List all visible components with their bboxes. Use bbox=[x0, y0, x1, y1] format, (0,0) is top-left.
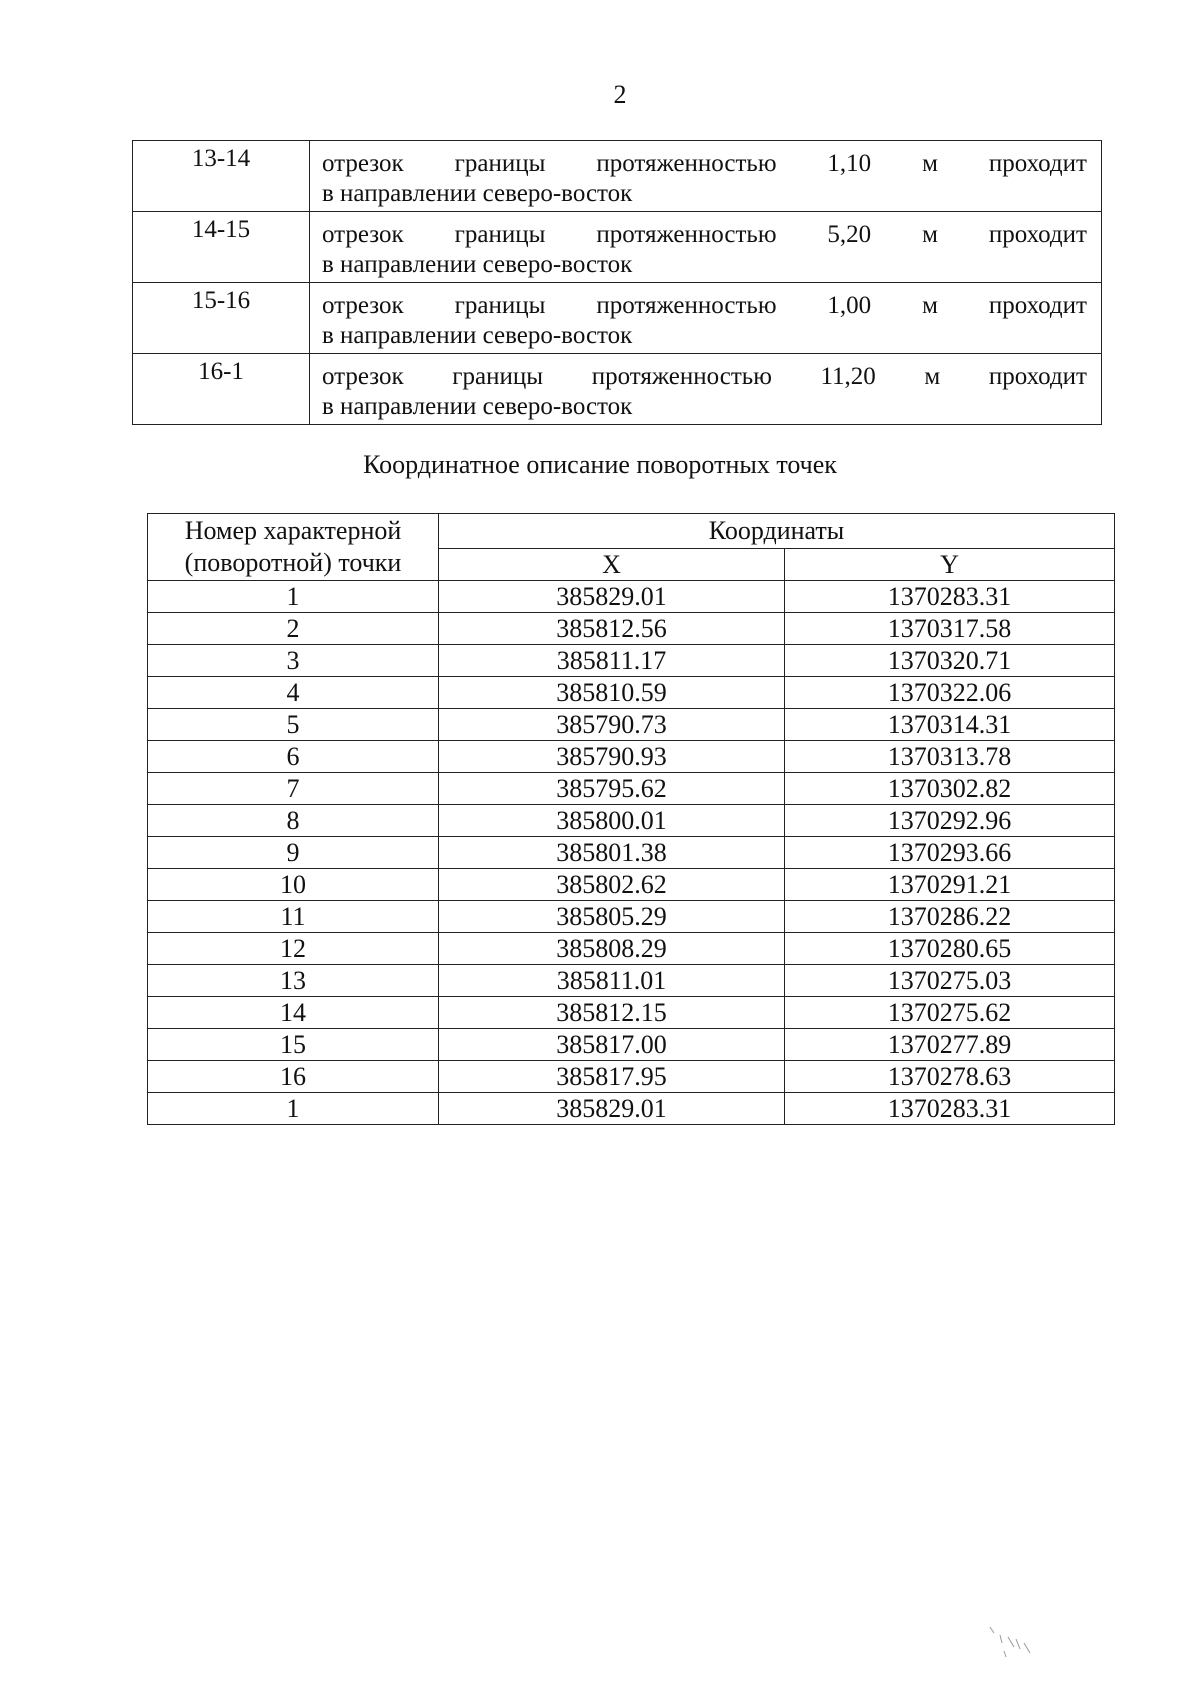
segment-direction: в направлении северо-восток bbox=[322, 322, 633, 349]
segment-description bbox=[310, 354, 1102, 425]
coordinate-row bbox=[148, 901, 1115, 933]
coordinate-x: 385817.95 bbox=[439, 1061, 785, 1093]
segment-word: отрезок bbox=[322, 150, 404, 177]
segment-row bbox=[133, 212, 1102, 283]
coordinate-y: 1370314.31 bbox=[785, 709, 1115, 741]
point-number: 1 bbox=[148, 1093, 439, 1125]
coordinate-x: 385812.15 bbox=[439, 997, 785, 1029]
coordinate-row bbox=[148, 965, 1115, 997]
segment-length: 5,20 bbox=[827, 221, 872, 248]
point-number: 2 bbox=[148, 613, 439, 645]
coordinate-x: 385811.17 bbox=[439, 645, 785, 677]
segment-word: протяженностью bbox=[596, 292, 777, 319]
segment-word: отрезок bbox=[322, 292, 404, 319]
segment-word: границы bbox=[454, 150, 546, 177]
coordinate-y: 1370283.31 bbox=[785, 1093, 1115, 1125]
segment-word: отрезок bbox=[322, 363, 404, 390]
segment-id: 16-1 bbox=[133, 354, 310, 425]
point-number: 14 bbox=[148, 997, 439, 1029]
coordinate-y: 1370322.06 bbox=[785, 677, 1115, 709]
segment-direction: в направлении северо-восток bbox=[322, 180, 633, 207]
segment-unit: м bbox=[922, 221, 938, 248]
coordinate-x: 385801.38 bbox=[439, 837, 785, 869]
coordinate-y: 1370293.66 bbox=[785, 837, 1115, 869]
coordinate-x: 385790.93 bbox=[439, 741, 785, 773]
point-number: 3 bbox=[148, 645, 439, 677]
point-number: 13 bbox=[148, 965, 439, 997]
segment-direction: в направлении северо-восток bbox=[322, 393, 633, 420]
segment-verb: проходит bbox=[988, 292, 1087, 319]
segment-length: 1,10 bbox=[827, 150, 872, 177]
coordinate-y: 1370302.82 bbox=[785, 773, 1115, 805]
segment-verb: проходит bbox=[988, 363, 1087, 390]
point-number: 8 bbox=[148, 805, 439, 837]
coordinate-row bbox=[148, 1093, 1115, 1125]
coordinate-y: 1370280.65 bbox=[785, 933, 1115, 965]
coordinates-table bbox=[147, 513, 1115, 1125]
coordinate-row bbox=[148, 1061, 1115, 1093]
point-number: 1 bbox=[148, 581, 439, 613]
segments-table-body bbox=[133, 141, 1102, 425]
section-title: Координатное описание поворотных точек bbox=[363, 450, 837, 479]
segment-row bbox=[133, 141, 1102, 212]
point-number-header-line: (поворотной) точки bbox=[184, 548, 402, 577]
segment-length: 11,20 bbox=[820, 363, 876, 390]
coordinate-row bbox=[148, 933, 1115, 965]
coordinate-x: 385790.73 bbox=[439, 709, 785, 741]
segment-word: границы bbox=[452, 363, 544, 390]
coordinate-y: 1370275.03 bbox=[785, 965, 1115, 997]
scan-artifact-marks bbox=[980, 1625, 1040, 1665]
header-row bbox=[148, 514, 1115, 549]
segment-verb: проходит bbox=[988, 221, 1087, 248]
coordinate-x: 385802.62 bbox=[439, 869, 785, 901]
y-header: Y bbox=[785, 549, 1115, 581]
coordinate-y: 1370278.63 bbox=[785, 1061, 1115, 1093]
coordinates-table-body bbox=[148, 581, 1115, 1125]
coordinate-y: 1370286.22 bbox=[785, 901, 1115, 933]
point-number: 5 bbox=[148, 709, 439, 741]
segment-id: 13-14 bbox=[133, 141, 310, 212]
coordinate-y: 1370292.96 bbox=[785, 805, 1115, 837]
segment-id: 14-15 bbox=[133, 212, 310, 283]
coordinate-y: 1370283.31 bbox=[785, 581, 1115, 613]
point-number-header-line: Номер характерной bbox=[184, 516, 402, 545]
coordinate-x: 385812.56 bbox=[439, 613, 785, 645]
coordinate-y: 1370275.62 bbox=[785, 997, 1115, 1029]
segment-word: границы bbox=[454, 292, 546, 319]
x-header: X bbox=[439, 549, 785, 581]
coordinate-y: 1370317.58 bbox=[785, 613, 1115, 645]
coordinate-y: 1370277.89 bbox=[785, 1029, 1115, 1061]
point-number: 15 bbox=[148, 1029, 439, 1061]
segment-row bbox=[133, 354, 1102, 425]
segment-description bbox=[310, 141, 1102, 212]
segment-unit: м bbox=[922, 150, 938, 177]
coordinate-row bbox=[148, 773, 1115, 805]
coordinate-row bbox=[148, 581, 1115, 613]
coordinate-x: 385808.29 bbox=[439, 933, 785, 965]
segment-word: отрезок bbox=[322, 221, 404, 248]
segment-word: протяженностью bbox=[596, 221, 777, 248]
segment-verb: проходит bbox=[988, 150, 1087, 177]
point-number: 10 bbox=[148, 869, 439, 901]
coordinate-x: 385811.01 bbox=[439, 965, 785, 997]
coordinate-row bbox=[148, 997, 1115, 1029]
coordinate-row bbox=[148, 677, 1115, 709]
segment-word: протяженностью bbox=[591, 363, 772, 390]
segment-description bbox=[310, 212, 1102, 283]
segment-unit: м bbox=[924, 363, 941, 390]
coordinate-x: 385829.01 bbox=[439, 581, 785, 613]
point-number: 16 bbox=[148, 1061, 439, 1093]
point-number: 6 bbox=[148, 741, 439, 773]
point-number: 11 bbox=[148, 901, 439, 933]
segment-id: 15-16 bbox=[133, 283, 310, 354]
segment-length: 1,00 bbox=[827, 292, 872, 319]
coordinates-header: Координаты bbox=[439, 514, 1115, 549]
point-number: 4 bbox=[148, 677, 439, 709]
coordinates-table-head bbox=[148, 514, 1115, 581]
coordinate-x: 385817.00 bbox=[439, 1029, 785, 1061]
coordinate-x: 385810.59 bbox=[439, 677, 785, 709]
segment-row bbox=[133, 283, 1102, 354]
segment-unit: м bbox=[922, 292, 938, 319]
segment-word: границы bbox=[454, 221, 546, 248]
coordinate-x: 385795.62 bbox=[439, 773, 785, 805]
coordinate-x: 385805.29 bbox=[439, 901, 785, 933]
coordinate-row bbox=[148, 1029, 1115, 1061]
point-number-header bbox=[148, 514, 439, 581]
point-number: 9 bbox=[148, 837, 439, 869]
point-number: 7 bbox=[148, 773, 439, 805]
coordinate-row bbox=[148, 741, 1115, 773]
coordinate-row bbox=[148, 869, 1115, 901]
segment-description bbox=[310, 283, 1102, 354]
coordinate-row bbox=[148, 613, 1115, 645]
coordinate-y: 1370320.71 bbox=[785, 645, 1115, 677]
point-number: 12 bbox=[148, 933, 439, 965]
coordinate-x: 385800.01 bbox=[439, 805, 785, 837]
coordinate-y: 1370291.21 bbox=[785, 869, 1115, 901]
coordinate-row bbox=[148, 645, 1115, 677]
coordinate-row bbox=[148, 805, 1115, 837]
segment-word: протяженностью bbox=[596, 150, 777, 177]
page-number: 2 bbox=[613, 80, 627, 109]
segment-direction: в направлении северо-восток bbox=[322, 251, 633, 278]
coordinate-y: 1370313.78 bbox=[785, 741, 1115, 773]
boundary-segments-table bbox=[132, 140, 1102, 425]
coordinate-row bbox=[148, 837, 1115, 869]
coordinate-x: 385829.01 bbox=[439, 1093, 785, 1125]
coordinate-row bbox=[148, 709, 1115, 741]
